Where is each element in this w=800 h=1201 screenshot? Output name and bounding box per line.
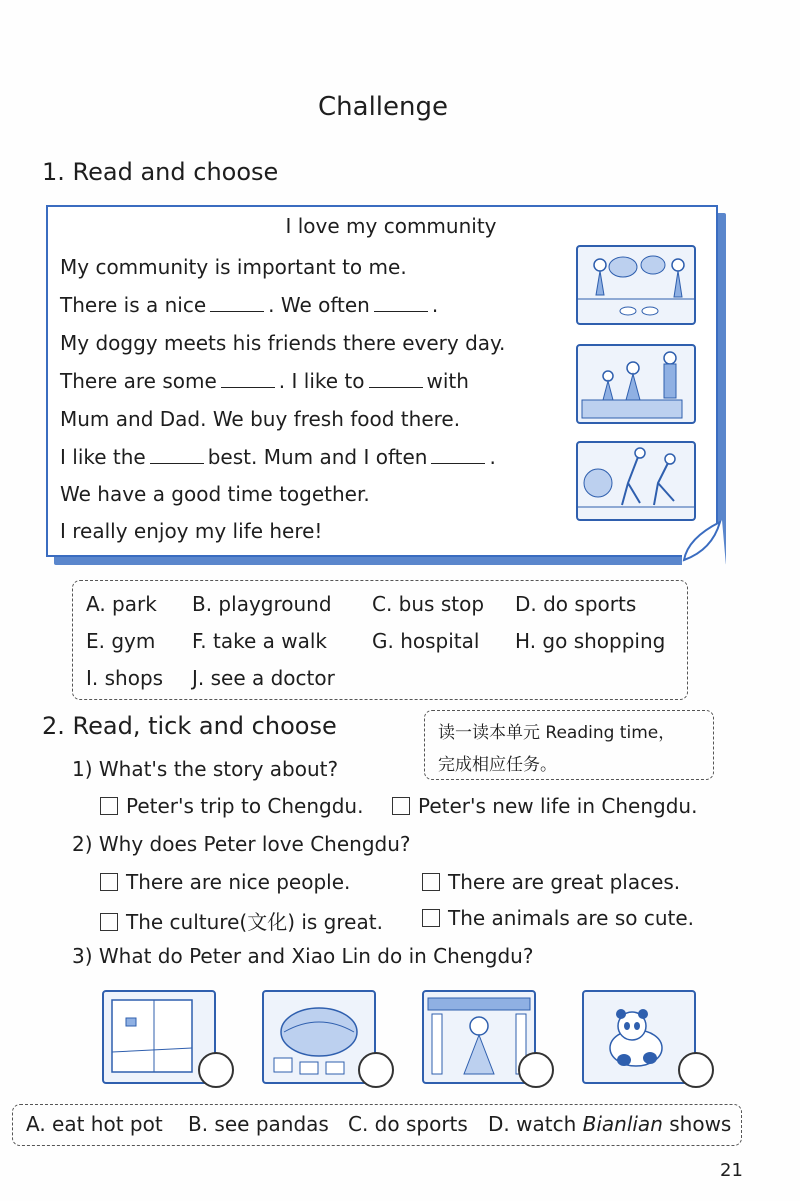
section1-heading: 1. Read and choose [42,158,279,186]
checkbox[interactable] [100,797,118,815]
answer-blank[interactable] [221,373,275,388]
passage-line: I like the best. Mum and I often . [60,445,496,469]
hint-line-1: 读一读本单元 Reading time， [438,723,676,743]
answer-blank[interactable] [150,449,204,464]
page-number: 21 [720,1160,743,1181]
shopping-illustration [576,344,696,424]
q2-option-people[interactable]: There are nice people. [100,870,350,894]
q1-option-new-life[interactable]: Peter's new life in Chengdu. [392,794,697,818]
answer-blank[interactable] [374,297,428,312]
option-f: F. take a walk [192,629,327,653]
answer-circle[interactable] [678,1052,714,1088]
option-i: I. shops [86,666,164,690]
gym-illustration [576,441,696,521]
passage-line: We have a good time together. [60,482,370,506]
question-2: 2) Why does Peter love Chengdu? [72,832,411,856]
page-title: Challenge [318,92,448,122]
passage-line: Mum and Dad. We buy fresh food there. [60,407,461,431]
option-g: G. hospital [372,629,480,653]
hint-line-2: 完成相应任务。 [438,755,557,775]
option-a: A. park [86,592,157,616]
option-b: B. playground [192,592,332,616]
passage-line: My doggy meets his friends there every day. [60,331,506,355]
answer-blank[interactable] [431,449,485,464]
answer-option-d: D. watch Bianlian shows [488,1112,732,1136]
checkbox[interactable] [422,909,440,927]
passage-line: My community is important to me. [60,255,407,279]
question-1: 1) What's the story about? [72,757,339,781]
answer-option-b: B. see pandas [188,1112,329,1136]
q2-option-places[interactable]: There are great places. [422,870,680,894]
passage-title: I love my community [285,214,497,238]
q2-option-animals[interactable]: The animals are so cute. [422,906,694,930]
q1-option-trip[interactable]: Peter's trip to Chengdu. [100,794,363,818]
answer-circle[interactable] [518,1052,554,1088]
checkbox[interactable] [392,797,410,815]
q2-option-culture[interactable]: The culture(文化) is great. [100,906,383,935]
answer-blank[interactable] [369,373,423,388]
question-3: 3) What do Peter and Xiao Lin do in Chengdu? [72,944,534,968]
checkbox[interactable] [422,873,440,891]
answer-circle[interactable] [358,1052,394,1088]
answer-blank[interactable] [210,297,264,312]
passage-line: I really enjoy my life here! [60,519,323,543]
checkbox[interactable] [100,913,118,931]
option-h: H. go shopping [515,629,666,653]
option-d: D. do sports [515,592,637,616]
checkbox[interactable] [100,873,118,891]
passage-line: There is a nice . We often . [60,293,439,317]
passage-line: There are some . I like to with [60,369,469,393]
answer-option-c: C. do sports [348,1112,468,1136]
page-curl-icon [682,520,726,566]
option-e: E. gym [86,629,156,653]
answer-circle[interactable] [198,1052,234,1088]
option-c: C. bus stop [372,592,485,616]
park-walk-illustration [576,245,696,325]
option-j: J. see a doctor [192,666,335,690]
answer-option-a: A. eat hot pot [26,1112,163,1136]
section2-heading: 2. Read, tick and choose [42,712,337,740]
